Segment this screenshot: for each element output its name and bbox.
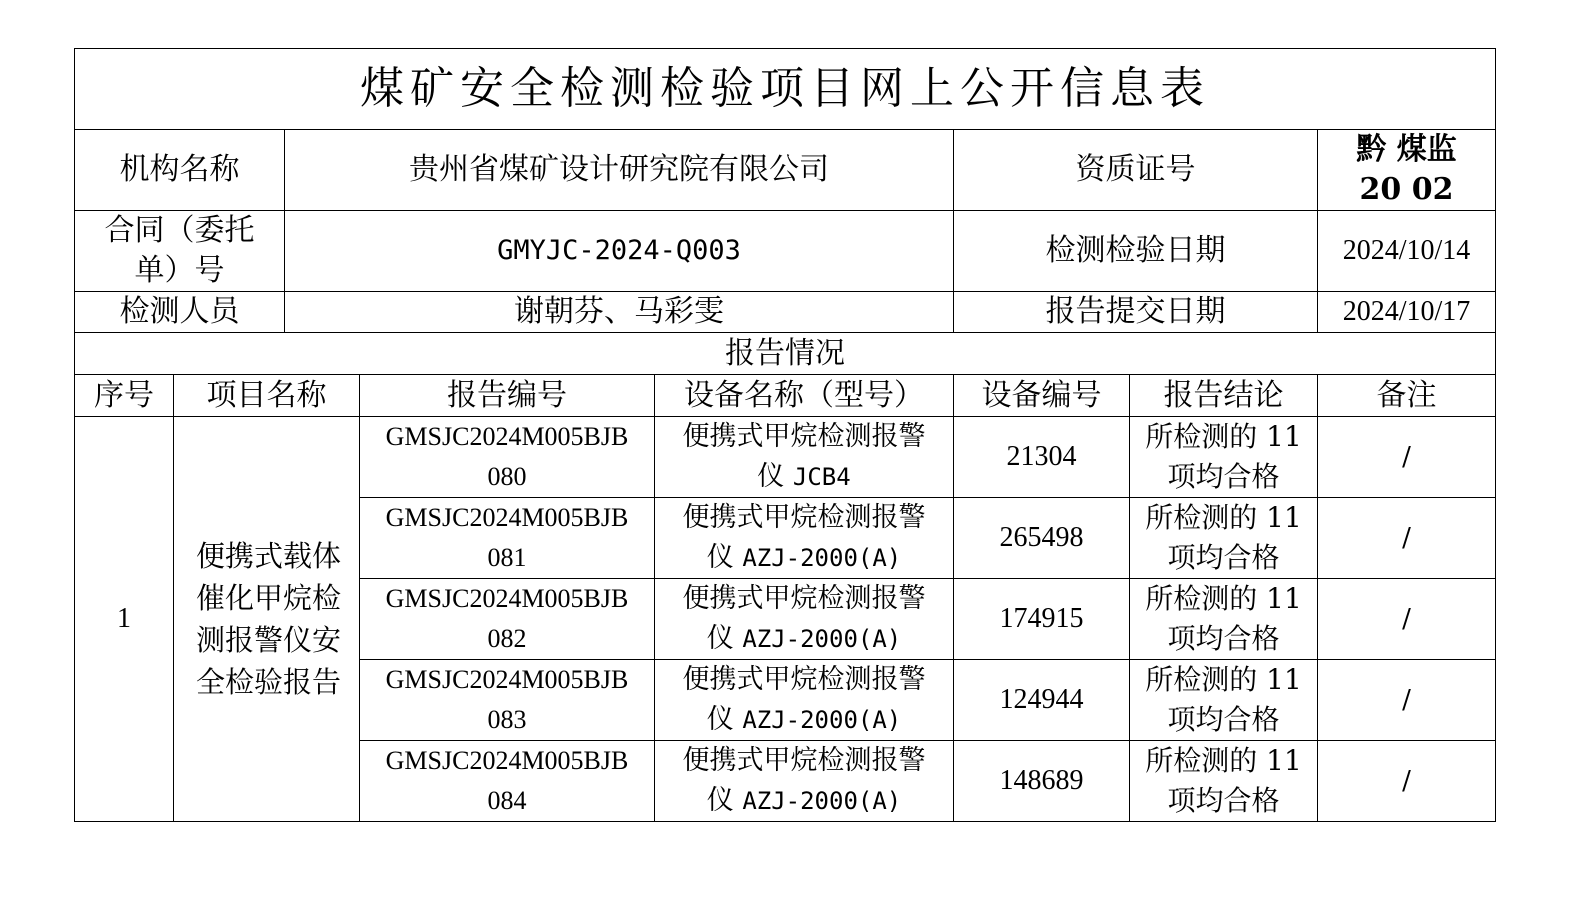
conclusion-line1: 所检测的 11 xyxy=(1145,582,1302,615)
report-no-line2: 081 xyxy=(487,543,527,572)
submit-date-label: 报告提交日期 xyxy=(954,292,1318,333)
device-name-line1: 便携式甲烷检测报警 xyxy=(682,421,926,452)
device-name-line2 xyxy=(659,781,949,821)
col-header-report-no: 报告编号 xyxy=(360,375,655,417)
remark: / xyxy=(1318,579,1496,660)
report-no-line1: GMSJC2024M005BJB xyxy=(385,584,629,613)
device-name xyxy=(655,498,954,579)
org-label: 机构名称 xyxy=(75,130,285,211)
device-name-line1: 便携式甲烷检测报警 xyxy=(682,583,926,614)
device-no: 174915 xyxy=(954,579,1130,660)
conclusion xyxy=(1130,498,1318,579)
cert-value-line2: 20 02 xyxy=(1359,172,1454,207)
report-no-line2: 082 xyxy=(487,624,527,653)
device-name-line2 xyxy=(659,538,949,578)
report-no xyxy=(360,741,655,822)
conclusion-line2: 项均合格 xyxy=(1167,460,1280,493)
device-model: AZJ-2000(A) xyxy=(742,544,902,572)
report-no-line1: GMSJC2024M005BJB xyxy=(385,665,629,694)
col-header-conclusion: 报告结论 xyxy=(1130,375,1318,417)
test-date-label: 检测检验日期 xyxy=(954,211,1318,292)
conclusion xyxy=(1130,417,1318,498)
device-name-prefix: 仪 xyxy=(706,704,734,735)
conclusion xyxy=(1130,741,1318,822)
col-header-index: 序号 xyxy=(75,375,174,417)
device-name-prefix: 仪 xyxy=(706,542,734,573)
org-value: 贵州省煤矿设计研究院有限公司 xyxy=(285,130,954,211)
page-title: 煤矿安全检测检验项目网上公开信息表 xyxy=(75,49,1496,130)
device-name xyxy=(655,579,954,660)
col-header-device-name: 设备名称（型号） xyxy=(655,375,954,417)
conclusion-line2: 项均合格 xyxy=(1167,622,1280,655)
info-table xyxy=(74,48,1496,822)
conclusion xyxy=(1130,660,1318,741)
report-no xyxy=(360,660,655,741)
remark: / xyxy=(1318,417,1496,498)
report-no-line2: 083 xyxy=(487,705,527,734)
device-name-line1: 便携式甲烷检测报警 xyxy=(682,664,926,695)
device-name-line2 xyxy=(659,457,949,497)
device-name xyxy=(655,660,954,741)
cert-value xyxy=(1318,130,1496,211)
device-name-line1: 便携式甲烷检测报警 xyxy=(682,745,926,776)
conclusion-line1: 所检测的 11 xyxy=(1145,501,1302,534)
table-row xyxy=(75,417,1496,498)
report-no-line1: GMSJC2024M005BJB xyxy=(385,746,629,775)
project-index: 1 xyxy=(75,417,174,822)
submit-date-value: 2024/10/17 xyxy=(1318,292,1496,333)
project-name: 便携式载体催化甲烷检测报警仪安全检验报告 xyxy=(174,417,360,822)
contract-label xyxy=(75,211,285,292)
col-header-remark: 备注 xyxy=(1318,375,1496,417)
report-no xyxy=(360,579,655,660)
device-name xyxy=(655,741,954,822)
conclusion-line1: 所检测的 11 xyxy=(1145,663,1302,696)
conclusion-line1: 所检测的 11 xyxy=(1145,420,1302,453)
device-model: AZJ-2000(A) xyxy=(742,706,902,734)
device-no: 265498 xyxy=(954,498,1130,579)
report-no xyxy=(360,498,655,579)
report-no-line1: GMSJC2024M005BJB xyxy=(385,503,629,532)
device-no: 124944 xyxy=(954,660,1130,741)
remark: / xyxy=(1318,660,1496,741)
col-header-device-no: 设备编号 xyxy=(954,375,1130,417)
report-no-line1: GMSJC2024M005BJB xyxy=(385,422,629,451)
device-name xyxy=(655,417,954,498)
col-header-project: 项目名称 xyxy=(174,375,360,417)
device-name-line2 xyxy=(659,700,949,740)
contract-label-line2: 单）号 xyxy=(134,253,225,288)
contract-label-line1: 合同（委托 xyxy=(104,213,255,248)
section-title: 报告情况 xyxy=(75,333,1496,375)
device-model: AZJ-2000(A) xyxy=(742,787,902,815)
conclusion-line2: 项均合格 xyxy=(1167,784,1280,817)
report-no xyxy=(360,417,655,498)
device-model: AZJ-2000(A) xyxy=(742,625,902,653)
cert-value-line1: 黔 煤监 xyxy=(1356,132,1457,167)
staff-value: 谢朝芬、马彩雯 xyxy=(285,292,954,333)
conclusion xyxy=(1130,579,1318,660)
remark: / xyxy=(1318,498,1496,579)
report-no-line2: 084 xyxy=(487,786,527,815)
cert-label: 资质证号 xyxy=(954,130,1318,211)
conclusion-line2: 项均合格 xyxy=(1167,541,1280,574)
device-name-prefix: 仪 xyxy=(757,461,785,492)
device-name-prefix: 仪 xyxy=(706,785,734,816)
device-name-line2 xyxy=(659,619,949,659)
device-no: 148689 xyxy=(954,741,1130,822)
conclusion-line1: 所检测的 11 xyxy=(1145,744,1302,777)
remark: / xyxy=(1318,741,1496,822)
test-date-value: 2024/10/14 xyxy=(1318,211,1496,292)
device-no: 21304 xyxy=(954,417,1130,498)
device-model: JCB4 xyxy=(792,463,851,491)
conclusion-line2: 项均合格 xyxy=(1167,703,1280,736)
device-name-prefix: 仪 xyxy=(706,623,734,654)
contract-value: GMYJC-2024-Q003 xyxy=(285,211,954,292)
report-no-line2: 080 xyxy=(487,462,527,491)
device-name-line1: 便携式甲烷检测报警 xyxy=(682,502,926,533)
staff-label: 检测人员 xyxy=(75,292,285,333)
